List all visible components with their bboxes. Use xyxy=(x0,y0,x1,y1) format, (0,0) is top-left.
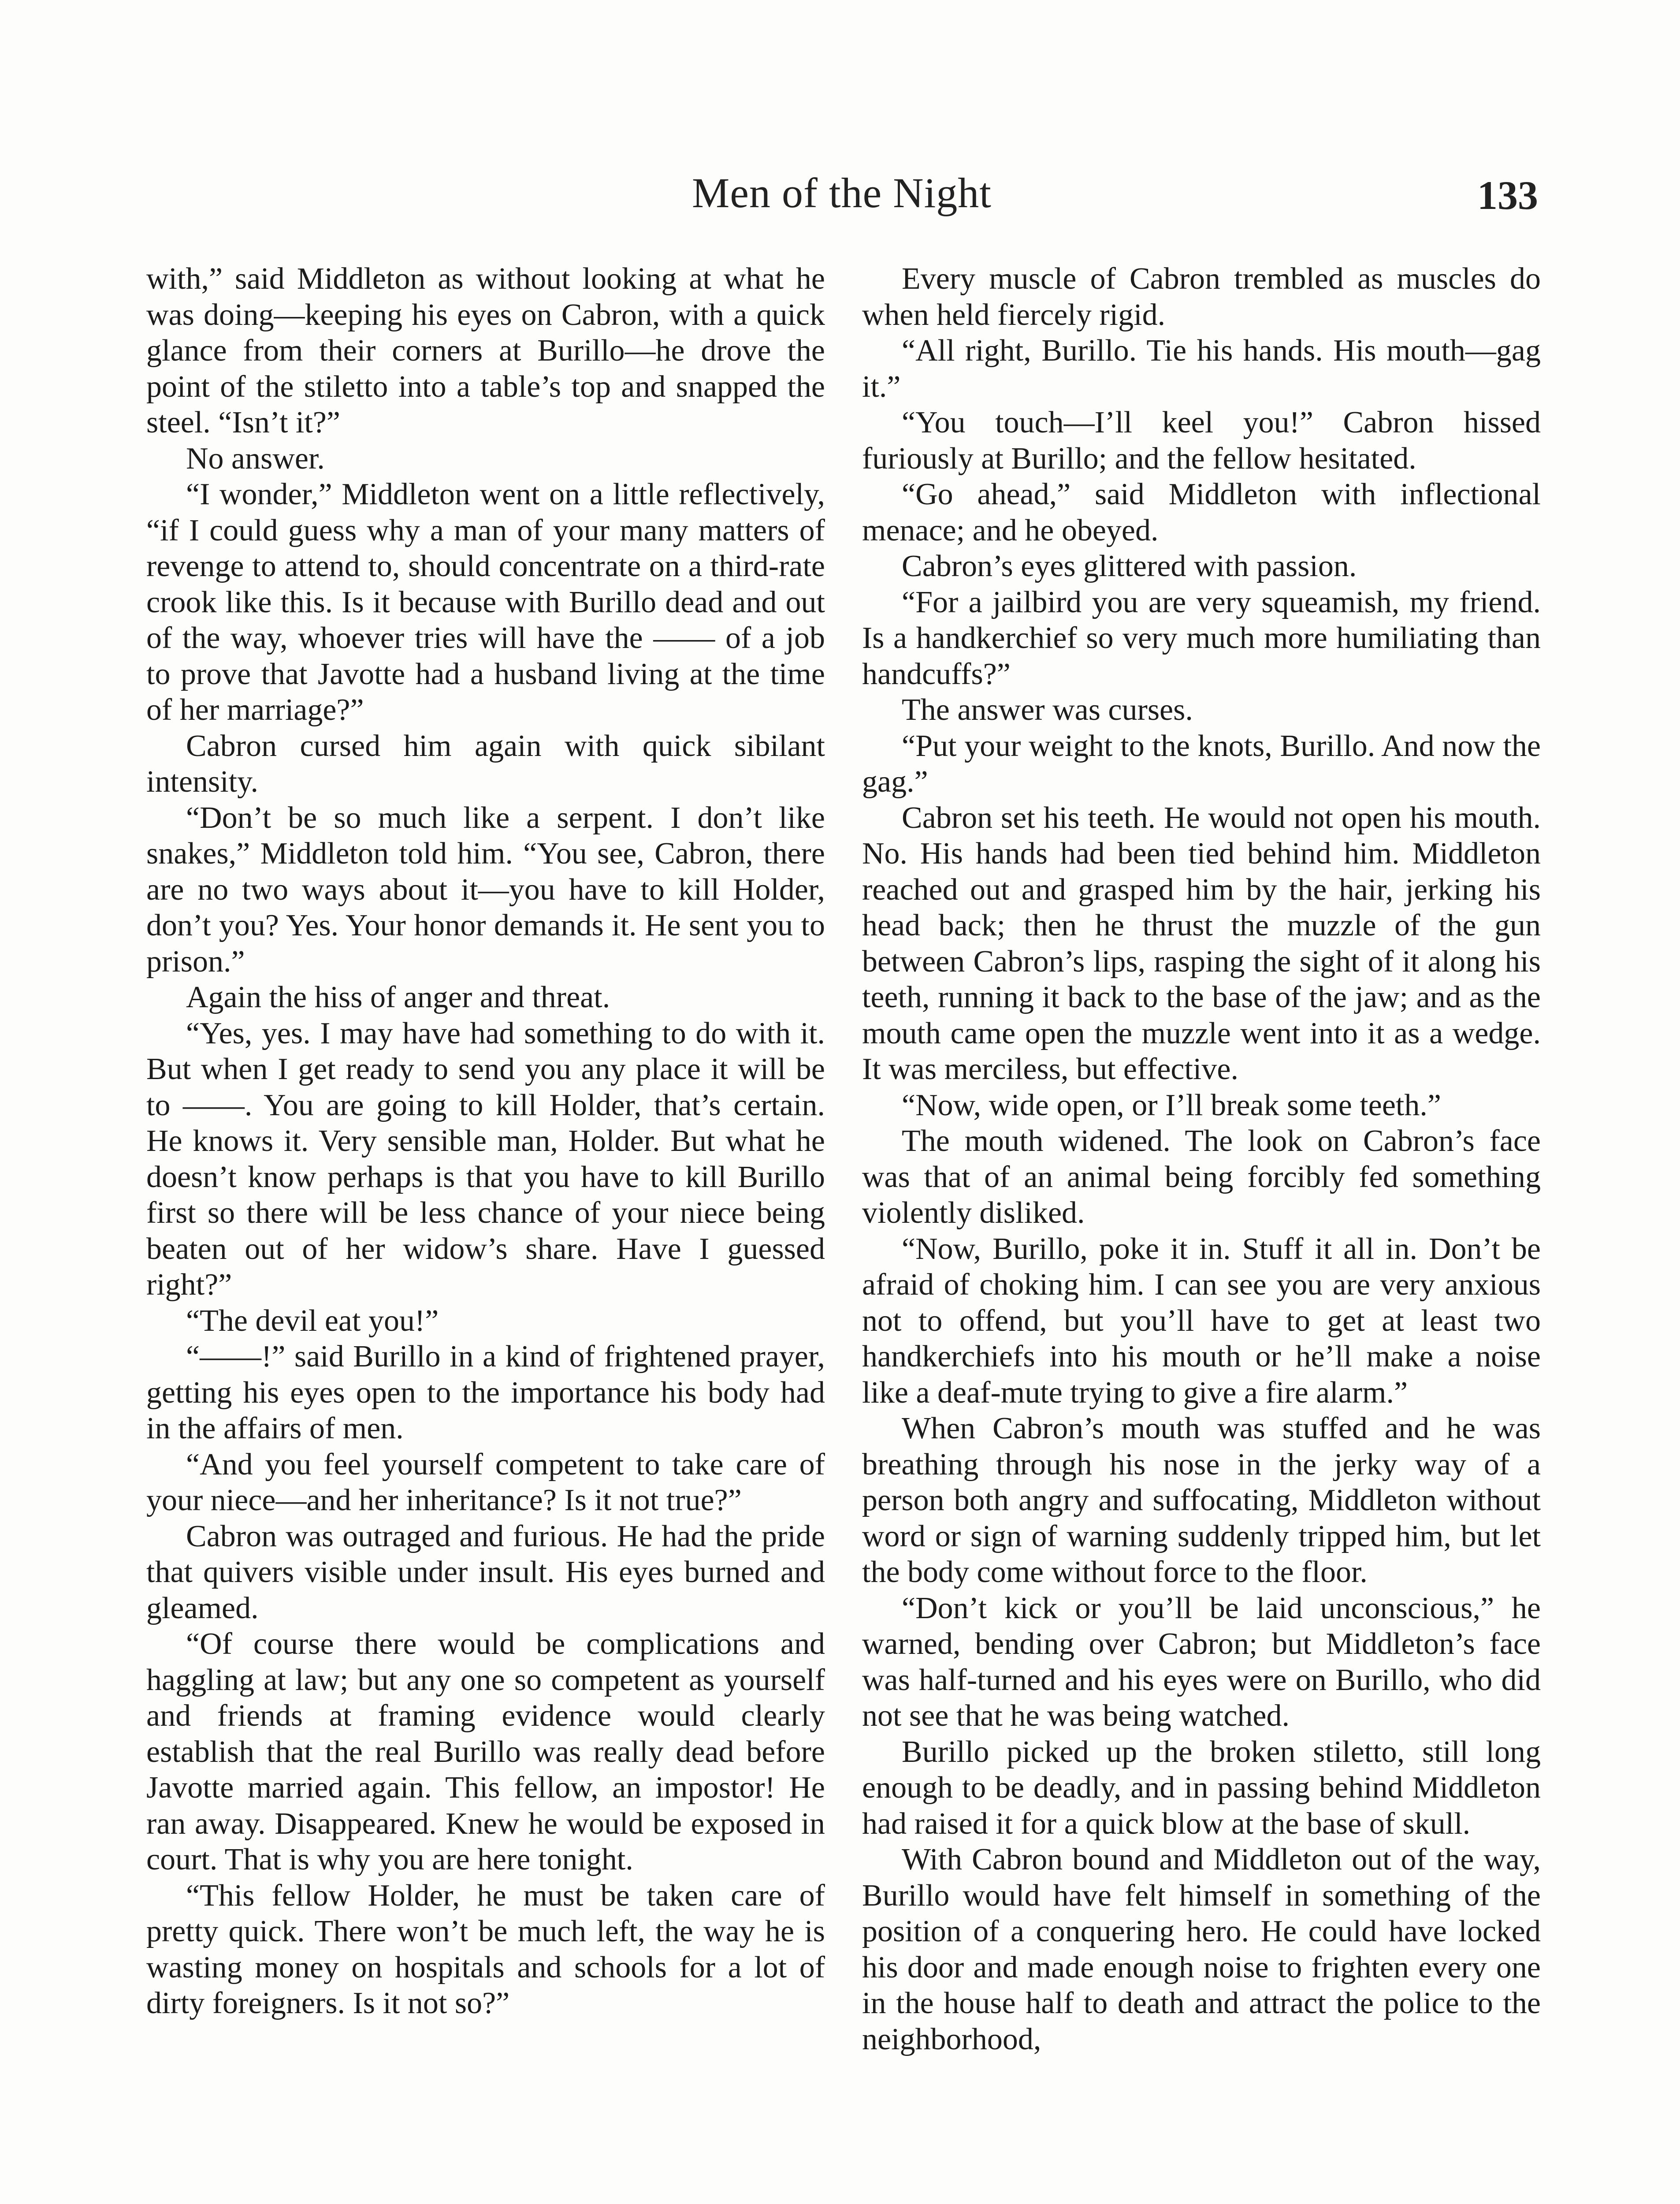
paragraph: “All right, Burillo. Tie his hands. His mouth—gag it.” xyxy=(862,334,1541,404)
page-header xyxy=(145,164,1538,221)
page-number: 133 xyxy=(1477,173,1538,218)
paragraph: “And you feel yourself competent to take care of your niece—and her inheritance? Is it not true?” xyxy=(146,1447,825,1517)
paragraph: “Now, Burillo, poke it in. Stuff it all in. Don’t be afraid of choking him. I can see you are very anxious not to offend, but you’ll have to get at least two handkerchiefs into his mouth or he’ll make a noise like a deaf-mute trying to give a fire alarm.” xyxy=(862,1232,1541,1410)
paragraph: Cabron was outraged and furious. He had the pride that quivers visible under insult. His eyes burned and gleamed. xyxy=(146,1519,825,1625)
paragraph: “Don’t kick or you’ll be laid unconscious,” he warned, bending over Cabron; but Middleton’s face was half-turned and his eyes were on Burillo, who did not see that he was being watched. xyxy=(862,1591,1541,1733)
paragraph: “You touch—I’ll keel you!” Cabron hissed furiously at Burillo; and the fellow hesitated. xyxy=(862,406,1541,476)
paragraph: Every muscle of Cabron trembled as muscles do when held fiercely rigid. xyxy=(862,262,1541,332)
paragraph: “I wonder,” Middleton went on a little reflectively, “if I could guess why a man of your many matters of revenge to attend to, should concentrate on a third-rate crook like this. Is it because with Burillo dead and out of the way, whoever tries will have the —— of a job to prove that Javotte had a husband living at the time of her marriage?” xyxy=(146,477,825,727)
paragraph: “The devil eat you!” xyxy=(186,1303,439,1338)
paragraph: “Now, wide open, or I’ll break some teeth.” xyxy=(902,1088,1441,1122)
left-text-column xyxy=(146,261,825,2022)
paragraph: The answer was curses. xyxy=(902,693,1193,727)
paragraph: Burillo picked up the broken stiletto, still long enough to be deadly, and in passing behind Middleton had raised it for a quick blow at the base of skull. xyxy=(862,1735,1541,1841)
paragraph: With Cabron bound and Middleton out of the way, Burillo would have felt himself in something of the position of a conquering hero. He could have locked his door and made enough noise to frighten every one in the house half to death and attract the police to the neighborhood, xyxy=(862,1843,1541,2056)
paragraph: “This fellow Holder, he must be taken care of pretty quick. There won’t be much left, the way he is wasting money on hospitals and schools for a lot of dirty foreigners. Is it not so?” xyxy=(146,1878,825,2020)
paragraph: “Put your weight to the knots, Burillo. And now the gag.” xyxy=(862,729,1541,799)
paragraph: with,” said Middleton as without looking at what he was doing—keeping his eyes on Cabron, with a quick glance from their corners at Burillo—he drove the point of the stiletto into a table’s top and snapped the steel. “Isn’t it?” xyxy=(146,262,825,439)
paragraph: Cabron’s eyes glittered with passion. xyxy=(902,549,1357,583)
paragraph: When Cabron’s mouth was stuffed and he was breathing through his nose in the jerky way of a person both angry and suffocating, Middleton without word or sign of warning suddenly tripped him, but let the body come without force to the floor. xyxy=(862,1411,1541,1589)
paragraph: Cabron set his teeth. He would not open his mouth. No. His hands had been tied behind him. Middleton reached out and grasped him by the hair, jerking his head back; then he thrust the muzzle of the gun between Cabron’s lips, rasping the sight of it along his teeth, running it back to the base of the jaw; and as the mouth came open the muzzle went into it as a wedge. It was merciless, but effective. xyxy=(862,800,1541,1086)
paragraph: Again the hiss of anger and threat. xyxy=(186,980,610,1014)
paragraph: “Don’t be so much like a serpent. I don’t like snakes,” Middleton told him. “You see, Cabron, there are no two ways about it—you have to kill Holder, don’t you? Yes. Your honor demands it. He sent you to prison.” xyxy=(146,800,825,979)
paragraph: No answer. xyxy=(186,441,325,476)
paragraph: “Go ahead,” said Middleton with inflectional menace; and he obeyed. xyxy=(862,477,1541,547)
paragraph: The mouth widened. The look on Cabron’s face was that of an animal being forcibly fed something violently disliked. xyxy=(862,1124,1541,1230)
paragraph: “——!” said Burillo in a kind of frightened prayer, getting his eyes open to the importance his body had in the affairs of men. xyxy=(146,1340,825,1445)
paragraph: “Of course there would be complications and haggling at law; but any one so competent as yourself and friends at framing evidence would clearly establish that the real Burillo was really dead before Javotte married again. This fellow, an impostor! He ran away. Disappeared. Knew he would be exposed in court. That is why you are here tonight. xyxy=(146,1627,825,1876)
paragraph: Cabron cursed him again with quick sibilant intensity. xyxy=(146,729,825,799)
right-text-column xyxy=(862,261,1541,2057)
paragraph: “Yes, yes. I may have had something to do with it. But when I get ready to send you any place it will be to ——. You are going to kill Holder, that’s certain. He knows it. Very sensible man, Holder. But what he doesn’t know perhaps is that you have to kill Burillo first so there will be less chance of your niece being beaten out of her widow’s share. Have I guessed right?” xyxy=(146,1016,825,1302)
running-title: Men of the Night xyxy=(692,169,992,216)
paragraph: “For a jailbird you are very squeamish, my friend. Is a handkerchief so very much more humiliating than handcuffs?” xyxy=(862,585,1541,691)
